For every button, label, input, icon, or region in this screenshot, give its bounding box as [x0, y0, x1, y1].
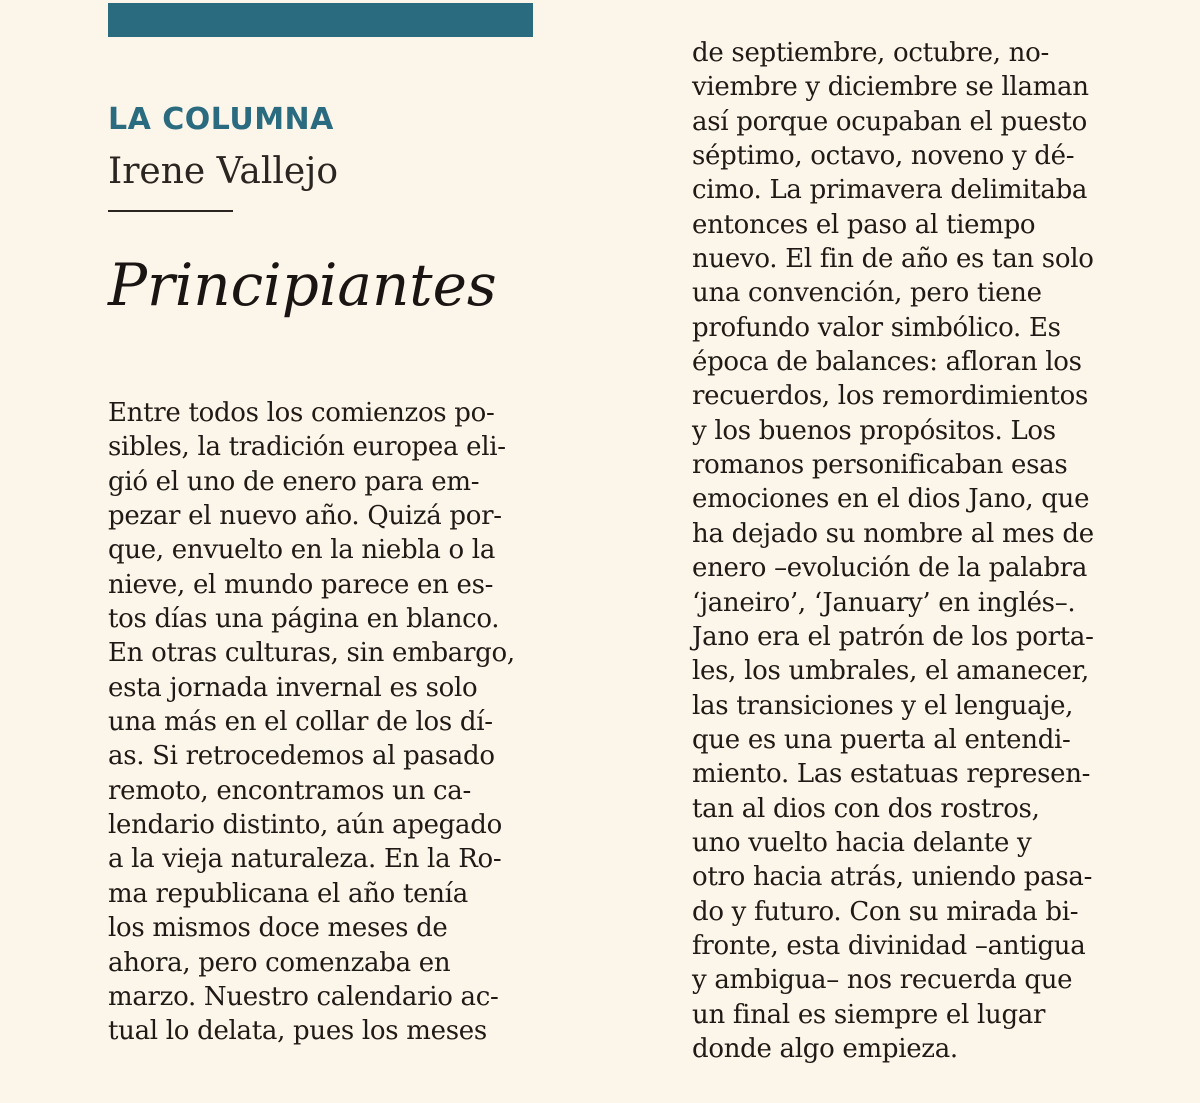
text-line: que es una puerta al entendi- — [692, 724, 1071, 755]
author-divider — [108, 210, 233, 212]
text-line: ahora, pero comenzaba en — [108, 947, 451, 978]
section-color-bar — [108, 3, 533, 37]
text-line: cimo. La primavera delimitaba — [692, 175, 1088, 206]
text-line: remoto, encontramos un ca- — [108, 775, 471, 806]
text-line: y los buenos propósitos. Los — [692, 415, 1056, 446]
text-line: otro hacia atrás, uniendo pasa- — [692, 862, 1093, 893]
text-line: séptimo, octavo, noveno y dé- — [692, 141, 1075, 172]
text-line: viembre y diciembre se llaman — [692, 72, 1089, 103]
text-line: de septiembre, octubre, no- — [692, 38, 1049, 68]
text-line: profundo valor simbólico. Es — [692, 312, 1061, 343]
text-line: do y futuro. Con su mirada bi- — [692, 896, 1079, 927]
author-name: Irene Vallejo — [108, 151, 338, 192]
text-line: época de balances: afloran los — [692, 347, 1082, 378]
text-line: así porque ocupaban el puesto — [692, 106, 1087, 137]
article-headline: Principiantes — [108, 251, 497, 319]
text-line: que, envuelto en la niebla o la — [108, 535, 496, 566]
section-label: LA COLUMNA — [108, 102, 334, 137]
text-line: gió el uno de enero para em- — [108, 466, 480, 497]
text-line: ma republicana el año tenía — [108, 878, 468, 909]
text-line: las transiciones y el lenguaje, — [692, 690, 1074, 721]
text-line: tual lo delata, pues los meses — [108, 1016, 487, 1047]
text-line: a la vieja naturaleza. En la Ro- — [108, 844, 502, 875]
text-line: ha dejado su nombre al mes de — [692, 518, 1094, 549]
article-column-left — [108, 396, 515, 1049]
text-line: uno vuelto hacia delante y — [692, 827, 1032, 858]
text-line: nuevo. El fin de año es tan solo — [692, 244, 1094, 275]
text-line: marzo. Nuestro calendario ac- — [108, 981, 499, 1012]
text-line: donde algo empieza. — [692, 1033, 958, 1064]
text-line: as. Si retrocedemos al pasado — [108, 741, 495, 772]
text-line: tos días una página en blanco. — [108, 604, 500, 635]
text-line: fronte, esta divinidad –antigua — [692, 930, 1086, 961]
text-line: romanos personificaban esas — [692, 450, 1068, 481]
text-line: Jano era el patrón de los porta- — [692, 621, 1094, 652]
text-line: pezar el nuevo año. Quizá por- — [108, 501, 502, 532]
article-column-right — [692, 36, 1094, 1066]
text-line: una más en el collar de los dí- — [108, 707, 493, 738]
text-line: ‘janeiro’, ‘January’ en inglés–. — [692, 587, 1076, 618]
text-line: sibles, la tradición europea eli- — [108, 432, 506, 463]
text-line: una convención, pero tiene — [692, 278, 1042, 309]
text-line: En otras culturas, sin embargo, — [108, 638, 515, 669]
text-line: tan al dios con dos rostros, — [692, 793, 1040, 824]
text-line: miento. Las estatuas represen- — [692, 759, 1091, 790]
text-line: emociones en el dios Jano, que — [692, 484, 1090, 515]
text-line: enero –evolución de la palabra — [692, 553, 1088, 584]
text-line: los mismos doce meses de — [108, 913, 448, 944]
text-line: lendario distinto, aún apegado — [108, 810, 502, 841]
text-line: y ambigua– nos recuerda que — [692, 965, 1073, 996]
text-line: nieve, el mundo parece en es- — [108, 569, 494, 600]
text-line: Entre todos los comienzos po- — [108, 398, 495, 428]
text-line: un final es siempre el lugar — [692, 999, 1046, 1030]
text-line: les, los umbrales, el amanecer, — [692, 656, 1089, 687]
text-line: entonces el paso al tiempo — [692, 209, 1036, 240]
text-line: esta jornada invernal es solo — [108, 672, 478, 703]
text-line: recuerdos, los remordimientos — [692, 381, 1089, 412]
